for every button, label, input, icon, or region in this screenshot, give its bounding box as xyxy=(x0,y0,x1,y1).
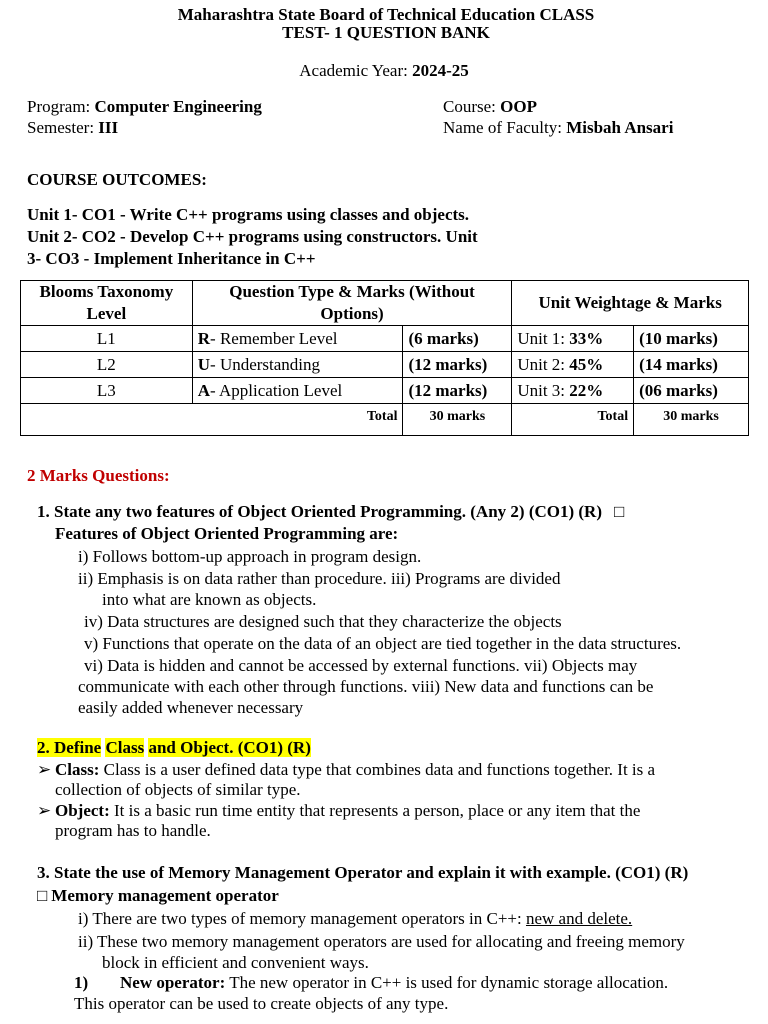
question-type-cell: A- Application Level xyxy=(192,378,403,404)
unit-marks-cell: (14 marks) xyxy=(634,352,749,378)
q3-line-4: 1) New operator: The new operator in C++ is used for dynamic storage allocation. xyxy=(74,973,669,992)
q1-line-6: vi) Data is hidden and cannot be accessed by external functions. vii) Objects may xyxy=(84,656,638,675)
q1-line-5: v) Functions that operate on the data of an object are tied together in the data structures. xyxy=(84,634,682,653)
total-label: Total xyxy=(21,404,403,436)
question-1-title: 1. State any two features of Object Oriented Programming. (Any 2) (CO1) (R) □ xyxy=(37,502,625,521)
total-label-2: Total xyxy=(512,404,634,436)
academic-year-label: Academic Year: xyxy=(299,61,413,80)
marks-cell: (12 marks) xyxy=(403,378,512,404)
q3-line-3: block in efficient and convenient ways. xyxy=(102,953,369,972)
course-info xyxy=(443,96,537,118)
program-label: Program: xyxy=(27,97,95,116)
q1-line-2: ii) Emphasis is on data rather than procedure. iii) Programs are divided xyxy=(78,569,561,588)
course-value: OOP xyxy=(500,97,537,116)
unit-marks-cell: (06 marks) xyxy=(634,378,749,404)
question-type-cell: R- Remember Level xyxy=(192,326,403,352)
level-cell: L1 xyxy=(21,326,193,352)
class-definition-cont: collection of objects of similar type. xyxy=(55,780,301,799)
q1-line-3: into what are known as objects. xyxy=(102,590,317,609)
program-value: Computer Engineering xyxy=(94,97,262,116)
header-question-type: Question Type & Marks (Without Options) xyxy=(192,281,512,326)
table-row xyxy=(21,378,749,404)
level-cell: L2 xyxy=(21,352,193,378)
marks-cell: (6 marks) xyxy=(403,326,512,352)
q1-line-7: communicate with each other through functions. viii) New data and functions can be xyxy=(78,677,654,696)
box-icon: □ xyxy=(37,886,48,905)
unit-cell: Unit 2: 45% xyxy=(512,352,634,378)
box-icon: □ xyxy=(613,502,625,521)
semester-label: Semester: xyxy=(27,118,99,137)
question-3-title: 3. State the use of Memory Management Operator and explain it with example. (CO1) (R) xyxy=(37,863,689,882)
unit-cell: Unit 3: 22% xyxy=(512,378,634,404)
q1-line-4: iv) Data structures are designed such that they characterize the objects xyxy=(84,612,562,631)
header-unit-weightage: Unit Weightage & Marks xyxy=(512,281,749,326)
arrow-bullet-icon: ➢ xyxy=(37,760,52,779)
faculty-info xyxy=(443,117,673,139)
q3-line-2: ii) These two memory management operators are used for allocating and freeing memory xyxy=(78,932,685,951)
faculty-label: Name of Faculty: xyxy=(443,118,567,137)
course-outcome-line1: Unit 1- CO1 - Write C++ programs using classes and objects. xyxy=(27,205,470,224)
q3-line-1: i) There are two types of memory management operators in C++: new and delete. xyxy=(78,909,633,928)
question-3-subtitle: □ Memory management operator xyxy=(37,886,279,905)
question-type-cell: U- Understanding xyxy=(192,352,403,378)
section-title: 2 Marks Questions: xyxy=(27,466,170,485)
unit-marks-cell: (10 marks) xyxy=(634,326,749,352)
question-1-subtitle: Features of Object Oriented Programming are: xyxy=(55,524,399,543)
course-outcome-line2: Unit 2- CO2 - Develop C++ programs using constructors. Unit xyxy=(27,227,478,246)
total-value: 30 marks xyxy=(403,404,512,436)
course-outcomes-heading: COURSE OUTCOMES: xyxy=(27,170,207,189)
total-value-2: 30 marks xyxy=(634,404,749,436)
question-2-title: 2. Define Class and Object. (CO1) (R) xyxy=(37,738,311,757)
doc-title-line2: TEST- 1 QUESTION BANK xyxy=(282,23,490,42)
table-row xyxy=(21,352,749,378)
table-row xyxy=(21,326,749,352)
class-definition: ➢ Class: Class is a user defined data type that combines data and functions together. It is a xyxy=(37,760,656,779)
semester-value: III xyxy=(98,118,119,137)
unit-cell: Unit 1: 33% xyxy=(512,326,634,352)
level-cell: L3 xyxy=(21,378,193,404)
academic-year xyxy=(0,60,768,82)
blooms-table xyxy=(20,280,749,436)
program-info xyxy=(27,96,262,118)
academic-year-value: 2024-25 xyxy=(412,61,469,80)
faculty-value: Misbah Ansari xyxy=(566,118,674,137)
course-label: Course: xyxy=(443,97,501,116)
table-total-row xyxy=(21,404,749,436)
arrow-bullet-icon: ➢ xyxy=(37,801,52,820)
q3-line-5: This operator can be used to create objects of any type. xyxy=(74,994,449,1013)
object-definition-cont: program has to handle. xyxy=(55,821,211,840)
course-outcome-line3: 3- CO3 - Implement Inheritance in C++ xyxy=(27,249,316,268)
q1-line-1: i) Follows bottom-up approach in program design. xyxy=(78,547,422,566)
header-blooms-level: Blooms Taxonomy Level xyxy=(21,281,193,326)
object-definition: ➢ Object: It is a basic run time entity that represents a person, place or any item that the xyxy=(37,801,641,820)
semester-info xyxy=(27,117,118,139)
marks-cell: (12 marks) xyxy=(403,352,512,378)
doc-title-line1: Maharashtra State Board of Technical Education CLASS xyxy=(177,5,595,24)
q1-line-8: easily added whenever necessary xyxy=(78,698,304,717)
